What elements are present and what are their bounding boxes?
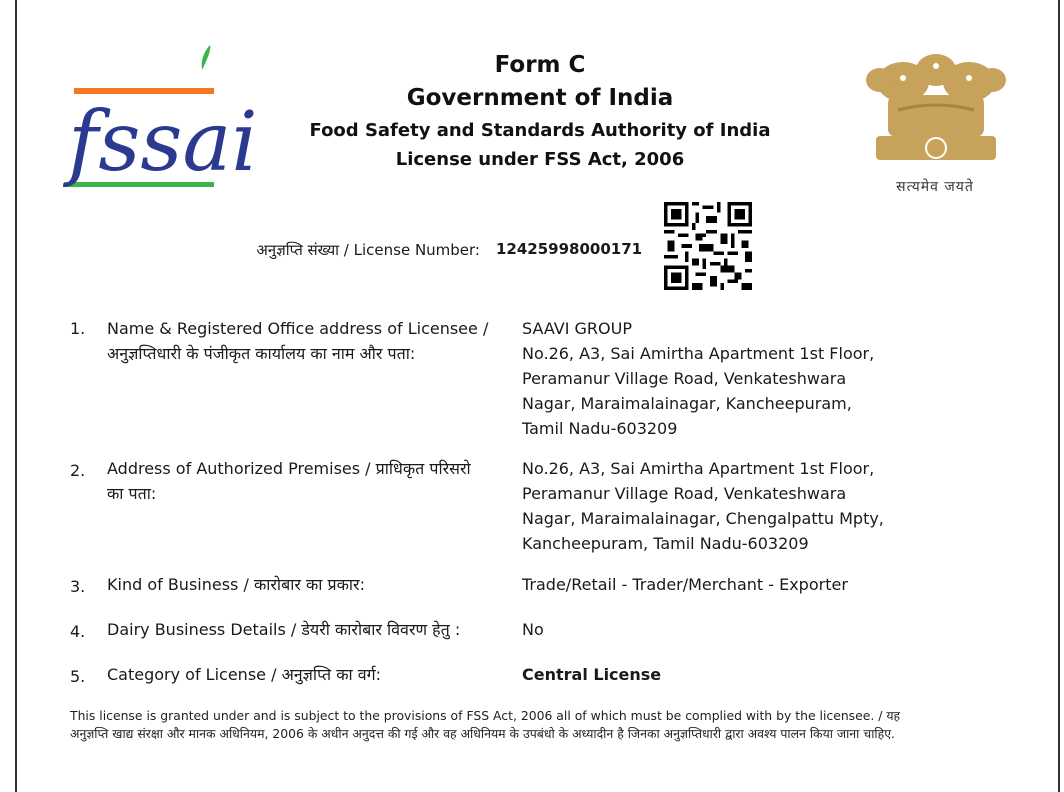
item-2-value (522, 456, 922, 556)
qr-code[interactable] (664, 202, 752, 290)
registered-address-line: Peramanur Village Road, Venkateshwara (522, 369, 847, 388)
item-5-value: Central License (522, 665, 662, 684)
registered-address-line: Nagar, Maraimalainagar, Kancheepuram, (522, 394, 852, 413)
item-5-label: Category of License / अनुज्ञप्ति का वर्ग: (107, 665, 382, 684)
page-border-right (1058, 0, 1060, 792)
form-title: Form C (494, 52, 586, 78)
premises-address-line: Kancheepuram, Tamil Nadu-603209 (522, 534, 809, 553)
license-number-value: 12425998000171 (496, 240, 643, 258)
authority-title: Food Safety and Standards Authority of India (309, 120, 771, 141)
item-4-label: Dairy Business Details / डेयरी कारोबार विवरण हेतु : (107, 620, 461, 639)
fssai-logo-text: fssai (68, 95, 258, 190)
item-1-number: 1. (70, 319, 86, 338)
item-4-value: No (522, 620, 544, 639)
item-1-value (522, 316, 922, 441)
national-emblem (858, 40, 1014, 170)
premises-address-line: Nagar, Maraimalainagar, Chengalpattu Mpty, (522, 509, 884, 528)
item-3-label: Kind of Business / कारोबार का प्रकार: (107, 575, 365, 594)
document-header (280, 50, 800, 174)
licensee-name: SAAVI GROUP (522, 319, 632, 338)
act-title: License under FSS Act, 2006 (395, 149, 685, 170)
fssai-logo (62, 40, 258, 200)
registered-address-line: Tamil Nadu-603209 (522, 419, 678, 438)
government-title: Government of India (406, 85, 674, 111)
license-number-label: अनुज्ञप्ति संख्या / License Number: (256, 241, 480, 259)
license-terms-note: This license is granted under and is subject to the provisions of FSS Act, 2006 all of which must be complied with by the licensee. / यह अनुज्ञप्ति खाद्य संरक्षा और मानक अधिनियम, 2006 के अधीन अनुदत्त की गई और वह अधिनियम के उपबंधो के अध्यादीन है जिनका अनुज्ञप्तिधारी द्वारा अवश्य पालन किया जाना चाहिए. (70, 708, 901, 741)
item-3-value: Trade/Retail - Trader/Merchant - Exporter (522, 575, 848, 594)
emblem-motto: सत्यमेव जयते (896, 179, 974, 195)
item-1-label: Name & Registered Office address of Licensee / अनुज्ञप्तिधारी के पंजीकृत कार्यालय का नाम और पता: (107, 319, 489, 363)
item-5-number: 5. (70, 667, 86, 686)
item-2-label: Address of Authorized Premises / प्राधिकृत परिसरो का पता: (107, 459, 471, 503)
item-2-number: 2. (70, 461, 86, 480)
page-border-left (15, 0, 17, 792)
item-3-number: 3. (70, 577, 86, 596)
item-4-number: 4. (70, 622, 86, 641)
premises-address-line: Peramanur Village Road, Venkateshwara (522, 484, 847, 503)
premises-address-line: No.26, A3, Sai Amirtha Apartment 1st Floor, (522, 459, 875, 478)
registered-address-line: No.26, A3, Sai Amirtha Apartment 1st Floor, (522, 344, 875, 363)
